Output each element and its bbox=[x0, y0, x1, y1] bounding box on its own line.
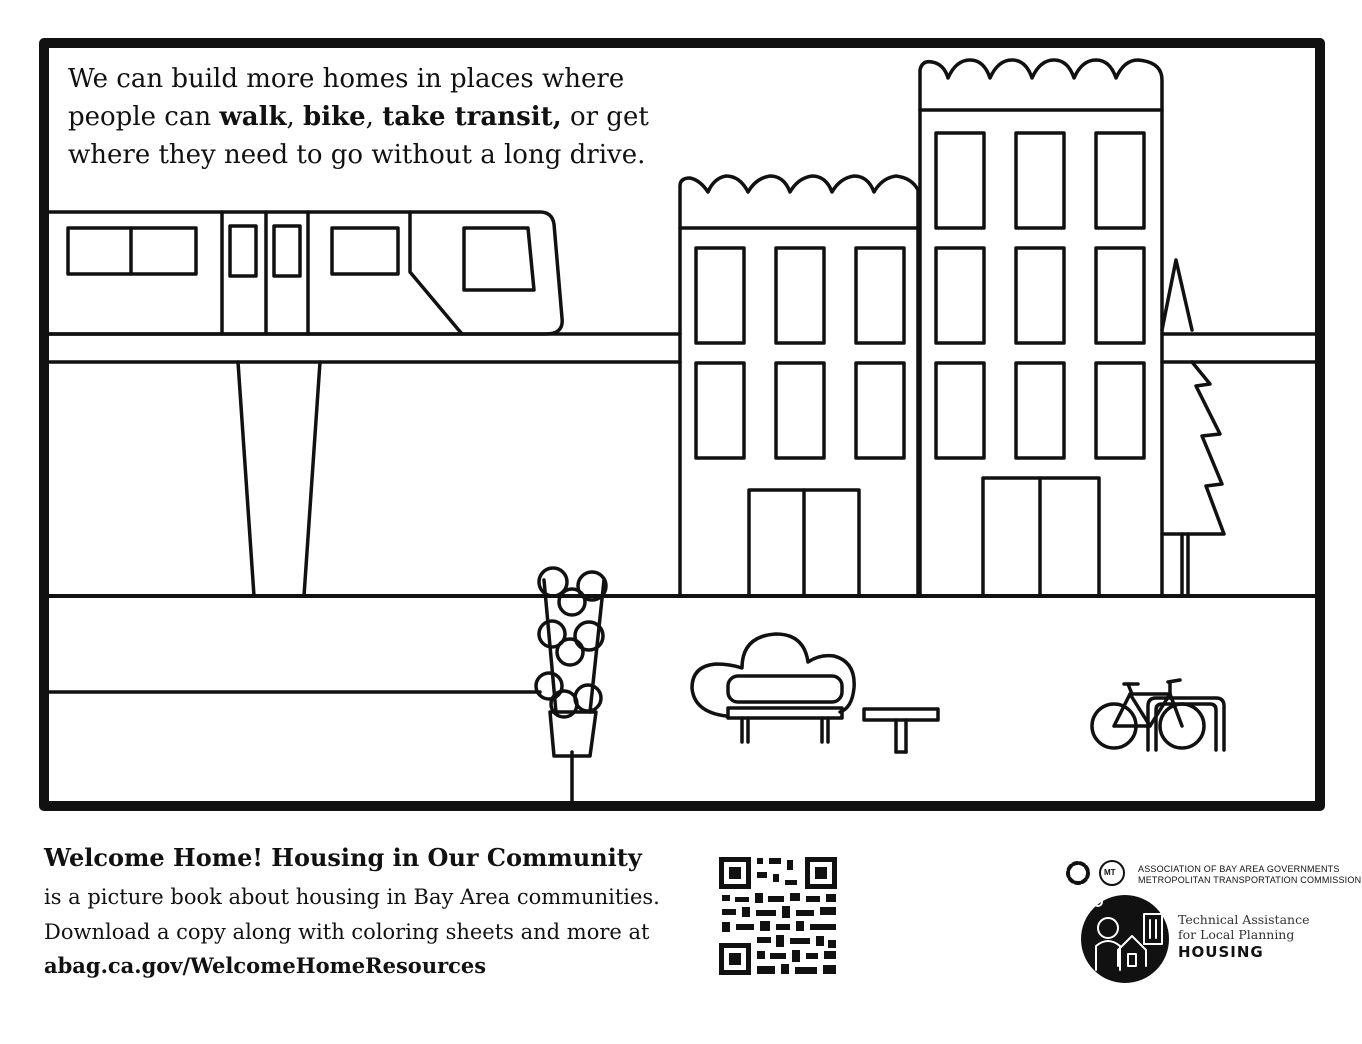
headline-bike: bike bbox=[303, 102, 366, 132]
building-right bbox=[920, 60, 1162, 596]
headline-text bbox=[68, 60, 668, 174]
headline-line-1: We can build more homes in places where bbox=[68, 64, 625, 94]
tree bbox=[1162, 260, 1224, 596]
rail-guideway bbox=[48, 334, 1316, 596]
bench-with-bushes bbox=[692, 634, 854, 742]
org-name-mtc: METROPOLITAN TRANSPORTATION COMMISSION bbox=[1138, 875, 1362, 885]
org-name-abag: ASSOCIATION OF BAY AREA GOVERNMENTS bbox=[1138, 864, 1340, 874]
headline-line-3: where they need to go without a long drive. bbox=[68, 140, 646, 170]
headline-prefix: people can bbox=[68, 102, 220, 132]
building-left bbox=[680, 176, 918, 596]
train-car bbox=[48, 212, 562, 334]
headline-transit: take transit, bbox=[382, 102, 562, 132]
mtc-mark-text: MT bbox=[1104, 868, 1116, 877]
headline-walk: walk bbox=[219, 102, 287, 132]
headline-suffix: or get bbox=[561, 102, 649, 132]
resources-link[interactable]: abag.ca.gov/WelcomeHomeResources bbox=[44, 953, 487, 978]
ta-line-1: Technical Assistance bbox=[1178, 912, 1310, 927]
qr-code-icon bbox=[719, 857, 837, 975]
download-prompt: Download a copy along with coloring sheets and more at bbox=[44, 920, 650, 944]
abag-logo-icon bbox=[1068, 863, 1088, 883]
headline-comma-1: , bbox=[286, 102, 304, 132]
book-description: is a picture book about housing in Bay Area communities. bbox=[44, 885, 660, 909]
ta-line-2: for Local Planning bbox=[1178, 927, 1295, 942]
headline-comma-2: , bbox=[365, 102, 383, 132]
side-table bbox=[864, 709, 938, 752]
flower-planter bbox=[536, 568, 606, 804]
headline-line-2 bbox=[68, 98, 668, 136]
ta-housing-label: HOUSING bbox=[1178, 943, 1264, 961]
housing-ta-logo-icon bbox=[1081, 895, 1169, 983]
book-title: Welcome Home! Housing in Our Community bbox=[44, 843, 642, 872]
